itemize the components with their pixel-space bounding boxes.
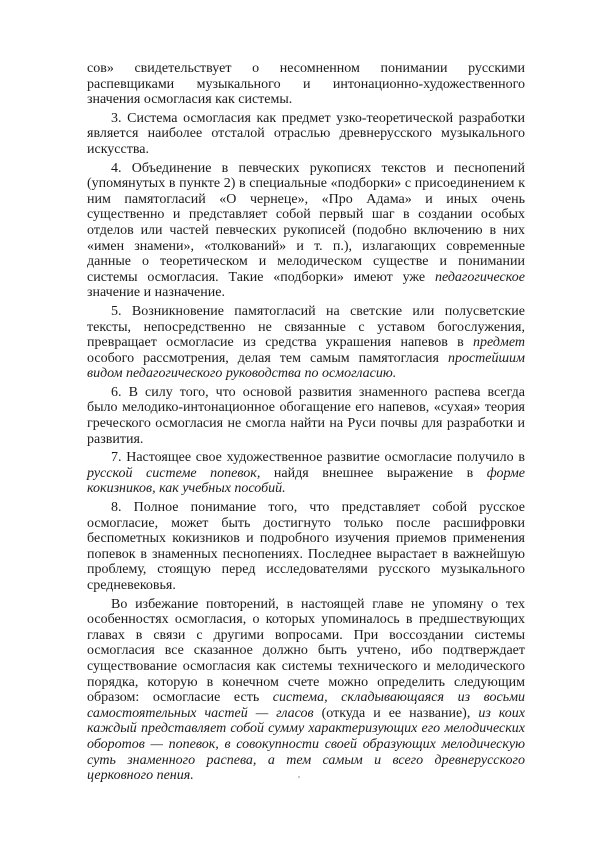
paragraph-point-6 xyxy=(87,385,525,447)
text-run: 3. Система осмогласия как предмет узко-теоретической разработки является наиболее отсталой отраслью древнерусского музыкального искусства. xyxy=(87,110,525,157)
text-run: Во избежание повторений, в настоящей главе не упомяну о тех особенностях осмогласия, о которых упоминалось в предшествующих главах в связи с другими вопросами. При воссоздании системы осмогласия все сказанное должно быть учтено, ибо подтверждает существование осмогласия как системы технического и мелодического порядка, которую в конечном счете можно определить следующим образом: осмогласие есть xyxy=(87,596,525,706)
italic-text-run: педагогическое xyxy=(434,269,525,285)
paragraph-point-4 xyxy=(87,161,525,301)
text-run: 4. Объединение в певческих рукописях текстов и песнопений (упомянутых в пункте 2) в специальные «подборки» с присоединением к ним памятогласий «О чернеце», «Про Адама» и иных очень существенно и представляет собой первый шаг в создании особых отделов или частей певческих рукописей (подобно включению в них «имен знамени», «толкований» и т. п.), излагающих современные данные о теоретическом и мелодическом существе и понимании системы осмогласия. Такие «подборки» имеют уже xyxy=(87,160,525,285)
text-run: 6. В силу того, что основой развития знаменного распева всегда было мелодико-интонационное обогащение его напевов, «сухая» теория греческого осмогласия не смогла найти на Руси почвы для разработки и развития. xyxy=(87,384,525,447)
paragraph-continuation xyxy=(87,61,525,108)
paragraph-point-8 xyxy=(87,500,525,594)
text-run: (откуда и ее название), xyxy=(313,705,479,721)
text-run: значение и назначение. xyxy=(87,285,225,301)
paragraph-point-5 xyxy=(87,304,525,382)
text-run: найдя внешнее выражение в xyxy=(260,465,487,481)
italic-text-run: из коих каждый представляет собой сумму характеризующих его мелодических оборотов — попевок, в совокупности своей образующих мелодическую суть знаменного распева, а тем самым и всего древнерусского церковного пения. xyxy=(87,705,525,784)
page-speck xyxy=(298,776,300,778)
text-run: сов» свидетельствует о несомненном понимании русскими распевщиками музыкального и интонационно-художественного значения осмогласия как системы. xyxy=(87,61,525,108)
text-run: 5. Возникновение памятогласий на светские или полусветские тексты, непосредственно не связанные с уставом богослужения, превращает осмогласие из средства украшения напевов в xyxy=(87,303,525,351)
document-page xyxy=(87,61,525,787)
italic-text-run: предмет xyxy=(472,335,525,351)
paragraph-point-7 xyxy=(87,450,525,497)
text-run: 7. Настоящее свое художественное развитие осмогласие получило в xyxy=(111,450,525,466)
italic-text-run: система, складывающаяся из восьми самостоятельных частей — гласов xyxy=(87,690,525,721)
text-run: 8. Полное понимание того, что представляет собой русское осмогласие, может быть достигнуто только после расшифровки беспометных кокизников и подробного изучения приемов применения попевок в знаменных песнопениях. Последнее вырастает в важнейшую проблему, стоящую перед исследователями русского музыкального средневековья. xyxy=(87,500,525,593)
italic-text-run: простейшим видом педагогического руководства по осмогласию. xyxy=(87,350,525,382)
text-run: особого рассмотрения, делая тем самым памятогласия xyxy=(87,350,448,366)
paragraph-point-3 xyxy=(87,111,525,158)
italic-text-run: форме кокизников, как учебных пособий. xyxy=(87,465,525,497)
paragraph-conclusion xyxy=(87,597,525,784)
italic-text-run: русской системе попевок, xyxy=(87,465,261,481)
